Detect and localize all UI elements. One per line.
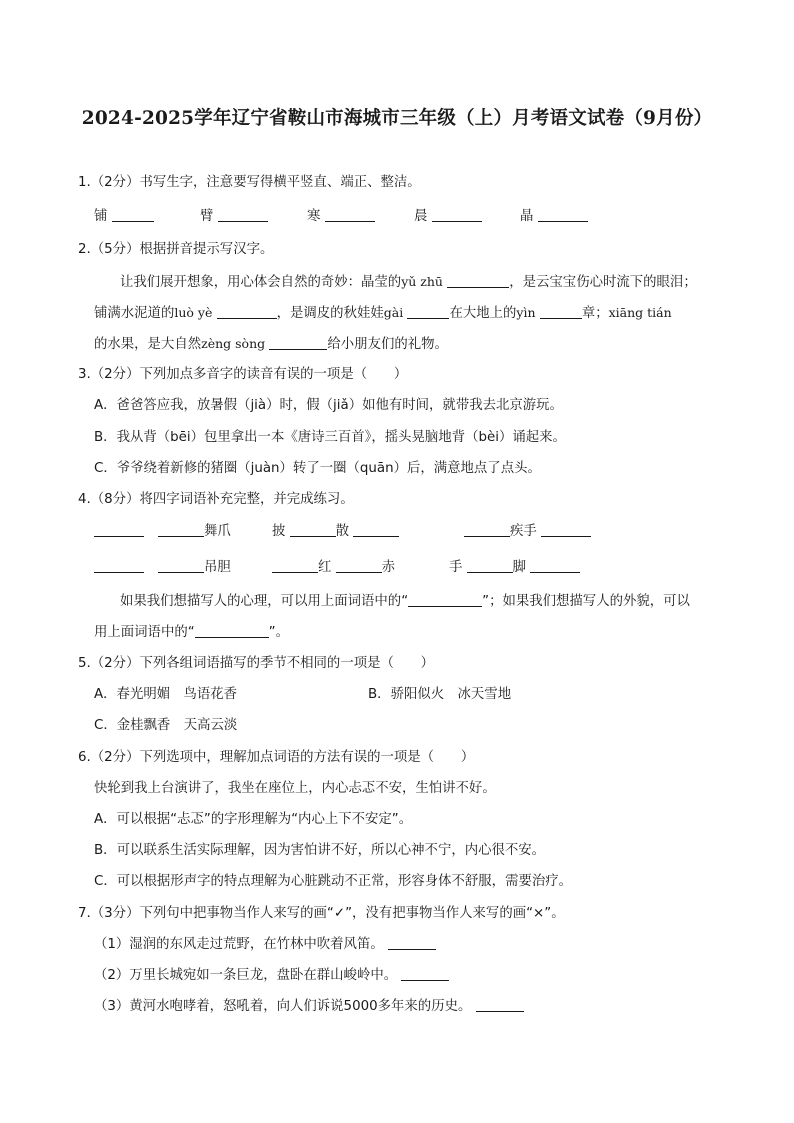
q2-line-3: 的水果，是大自然zèng sòng 给小朋友们的礼物。 <box>94 336 448 352</box>
q4-word-2: 披 散 <box>272 522 399 542</box>
q4-word-4: 吊胆 <box>158 558 231 578</box>
q4-stem: 4.（8分）将四字词语补充完整，并完成练习。 <box>78 492 354 507</box>
q6-stem: 6.（2分）下列选项中，理解加点词语的方法有误的一项是（ ） <box>78 750 475 765</box>
answer-blank[interactable] <box>195 623 269 638</box>
q3-stem: 3.（2分）下列加点多音字的读音有误的一项是（ ） <box>78 367 408 382</box>
answer-blank[interactable] <box>408 592 482 607</box>
answer-blank[interactable] <box>325 207 375 222</box>
q1-char-3: 寒 <box>307 207 375 227</box>
q5-option-a[interactable]: A．春光明媚 鸟语花香 <box>94 687 238 702</box>
q1-char-4: 晨 <box>414 207 482 227</box>
q4-paragraph-line-2: 用上面词语中的“ ”。 <box>94 625 289 640</box>
q6-option-c[interactable]: C．可以根据形声字的特点理解为心脏跳动不正常，形容身体不舒服，需要治疗。 <box>94 874 573 889</box>
q4-word-3: 疾手 <box>464 522 591 542</box>
q4-blank[interactable] <box>94 522 144 542</box>
q4-paragraph-line-1: 如果我们想描写人的心理，可以用上面词语中的“ ”；如果我们想描写人的外貌，可以 <box>120 594 690 609</box>
pinyin: yǔ zhū <box>401 274 443 289</box>
q2-stem: 2.（5分）根据拼音提示写汉字。 <box>78 242 274 257</box>
pinyin: xiāng tián <box>608 305 672 320</box>
q1-char-5: 晶 <box>520 207 588 227</box>
q2-line-2: 铺满水泥道的luò yè ，是调皮的秋娃娃gài 在大地上的yìn 章；xiāng tián <box>94 305 672 321</box>
answer-blank[interactable] <box>476 997 524 1012</box>
pinyin: yìn <box>516 305 536 320</box>
q5-option-c[interactable]: C．金桂飘香 天高云淡 <box>94 718 238 733</box>
q7-sentence-1: （1）湿润的东风走过荒野，在竹林中吹着风笛。 <box>94 935 436 955</box>
answer-blank[interactable] <box>269 335 327 350</box>
q2-line-1: 让我们展开想象，用心体会自然的奇妙：晶莹的yǔ zhū ，是云宝宝伤心时流下的眼泪； <box>120 274 697 290</box>
q1-char-1: 铺 <box>94 207 154 227</box>
answer-blank[interactable] <box>447 273 509 288</box>
q6-option-a[interactable]: A．可以根据“忐忑”的字形理解为“内心上下不安定”。 <box>94 812 413 827</box>
answer-blank[interactable] <box>388 935 436 950</box>
q3-option-b[interactable]: B．我从背（bēi）包里拿出一本《唐诗三百首》，摇头晃脑地背（bèi）诵起来。 <box>94 430 566 445</box>
q3-option-a[interactable]: A．爸爸答应我，放暑假（jià）时，假（jiǎ）如他有时间，就带我去北京游玩。 <box>94 398 563 413</box>
answer-blank[interactable] <box>432 207 482 222</box>
q1-char-2: 臂 <box>200 207 268 227</box>
pinyin: gài <box>383 305 404 320</box>
answer-blank[interactable] <box>401 966 449 981</box>
answer-blank[interactable] <box>540 304 582 319</box>
q7-sentence-3: （3）黄河水咆哮着，怒吼着，向人们诉说5000多年来的历史。 <box>94 997 524 1017</box>
q4-blank[interactable] <box>94 558 144 578</box>
q1-stem: 1.（2分）书写生字，注意要写得横平竖直、端正、整洁。 <box>78 175 421 190</box>
answer-blank[interactable] <box>218 207 268 222</box>
answer-blank[interactable] <box>112 207 154 222</box>
q5-option-b[interactable]: B．骄阳似火 冰天雪地 <box>368 687 512 702</box>
q5-stem: 5.（2分）下列各组词语描写的季节不相同的一项是（ ） <box>78 656 435 671</box>
q4-word-1: 舞爪 <box>158 522 231 542</box>
pinyin: luò yè <box>174 305 213 320</box>
q7-sentence-2: （2）万里长城宛如一条巨龙，盘卧在群山峻岭中。 <box>94 966 449 986</box>
answer-blank[interactable] <box>407 304 449 319</box>
q6-option-b[interactable]: B．可以联系生活实际理解，因为害怕讲不好，所以心神不宁，内心很不安。 <box>94 843 546 858</box>
q7-stem: 7.（3分）下列句中把事物当作人来写的画“✓”，没有把事物当作人来写的画“×”。 <box>78 906 565 921</box>
q4-word-6: 手 脚 <box>449 558 580 578</box>
pinyin: zèng sòng <box>201 336 266 351</box>
answer-blank[interactable] <box>217 304 277 319</box>
q3-option-c[interactable]: C．爷爷绕着新修的猪圈（juàn）转了一圈（quān）后，满意地点了点头。 <box>94 461 541 476</box>
answer-blank[interactable] <box>538 207 588 222</box>
q4-word-5: 红 赤 <box>272 558 395 578</box>
exam-title: 2024-2025学年辽宁省鞍山市海城市三年级（上）月考语文试卷（9月份） <box>81 108 713 129</box>
q6-context: 快轮到我上台演讲了，我坐在座位上，内心忐忑不安，生怕讲不好。 <box>94 781 496 796</box>
